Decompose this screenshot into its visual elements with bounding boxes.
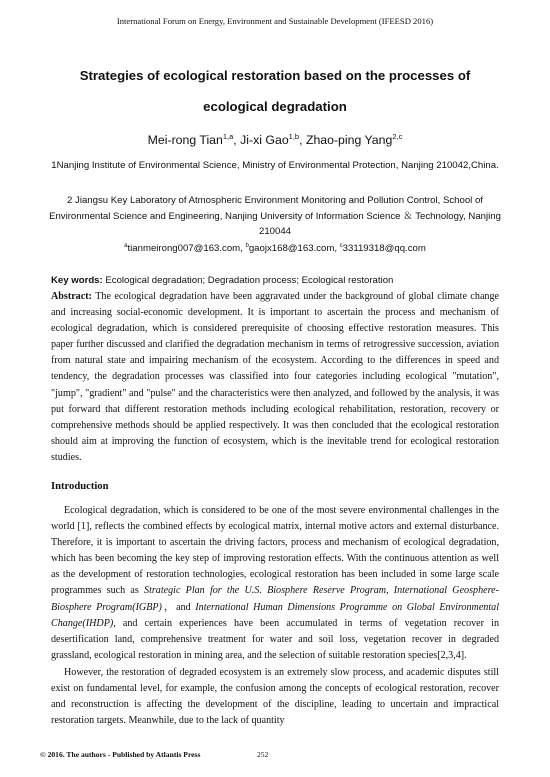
introduction-paragraph-1	[51, 503, 499, 664]
email-superscript: a	[124, 243, 128, 249]
author-separator: ,	[233, 133, 241, 147]
keywords	[51, 275, 503, 286]
paper-title-line-1: Strategies of ecological restoration based on the processes of	[79, 68, 471, 83]
author-superscript: 1,b	[288, 132, 300, 141]
program-name-italic: Strategic Plan for the U.S. Biosphere Reserve Program, International Geosphere-Biosphere Program(IGBP)	[51, 585, 500, 613]
affiliation-1: 1Nanjing Institute of Environmental Science, Ministry of Environmental Protection, Nanjing 210042,China.	[51, 160, 499, 171]
affiliation-2: 2 Jiangsu Key Laboratory of Atmospheric Environment Monitoring and Pollution Control, School of Environmental Science and Engineering, Nanjing University of Information Science ＆ Technology, Nanjing 210044	[49, 195, 501, 237]
keywords-text: Ecological degradation; Degradation process; Ecological restoration	[102, 275, 394, 286]
email-address: gaojx168@163.com	[248, 243, 335, 254]
author-list	[0, 132, 550, 147]
email-address: tianmeirong007@163.com	[127, 243, 241, 254]
copyright-footer: © 2016. The authors - Published by Atlantis Press	[40, 750, 201, 759]
introduction-paragraph-2: However, the restoration of degraded ecosystem is an extremely slow process, and academic disputes still exist on fundamental level, for example, the confusion among the concepts of ecological restoration, recover and reconstruction is affecting the development of the discipline, leading to uncertain and impractical restoration targets. Meanwhile, due to the lack of quantity	[51, 667, 499, 727]
author-superscript: 1,a	[222, 132, 234, 141]
conference-header: International Forum on Energy, Environment and Sustainable Development (IFEESD 2016)	[116, 16, 434, 26]
email-superscript: c	[339, 243, 343, 249]
section-heading-introduction: Introduction	[51, 481, 109, 492]
program-name-italic: International Human Dimensions Programme on Global Environmental Change(IHDP)	[51, 601, 499, 629]
paragraph-text: , and certain experiences have been accumulated in terms of vegetation recover in desertification land, comprehensive treatment for water and soil loss, vegetation recover in degraded grassland, ecological restoration in mining area, and the selection of suitable restoration species[2,3,4].	[51, 617, 499, 661]
author-name: Mei-rong Tian	[147, 133, 223, 147]
author-name: Zhao-ping Yang	[305, 133, 393, 147]
abstract	[51, 289, 499, 466]
paper-title-line-2: ecological degradation	[203, 99, 347, 114]
author-emails	[0, 243, 550, 254]
email-address: 33119318@qq.com	[342, 243, 426, 254]
author-name: Ji-xi Gao	[240, 133, 289, 147]
abstract-label: Abstract:	[51, 291, 92, 302]
author-superscript: 2,c	[392, 132, 403, 141]
keywords-label: Key words:	[51, 275, 103, 286]
email-superscript: b	[245, 243, 249, 249]
paragraph-text: Ecological degradation, which is considered to be one of the most severe environmental challenges in the world [1], reflects the combined effects by ecological matrix, internal motive actors and external disturbance. Therefore, it is important to ascertain the driving factors, process and mechanism of ecological degradation, which has been becoming the key step of improving restoration effects. With the continuous attention as well as the development of restoration technologies, ecological restoration has been included in some large scale programmes such as	[51, 505, 499, 597]
abstract-text: The ecological degradation have been aggravated under the background of global climate change and increasing social-economic development. It is important to ascertain the process and mechanism of ecological degradation, which is considered prerequisite of choosing effective restoration measures. This paper further discussed and clarified the degradation mechanism in terms of retrogressive succession, aviation from natural state and impairing mechanism of the ecosystem. According to the differences in speed and tendency, the degradation processes was classified into four categories including ecological "mutation", "jump", "gradient" and "pulse" and the characteristics were then analyzed, and followed by the analysis, it was put forward that different restoration methods including ecological rehabilitation, restoration, recovery or comprehensive methods should be applied respectively. It was then concluded that the ecological restoration should aim at improving the function of ecosystem, which is the inevitable trend for ecological restoration studies.	[51, 291, 499, 463]
page-number: 252	[257, 750, 269, 759]
email-separator: ,	[240, 243, 246, 254]
paragraph-text: ，and	[161, 601, 196, 613]
author-separator: ,	[299, 133, 306, 147]
email-separator: ,	[334, 243, 340, 254]
